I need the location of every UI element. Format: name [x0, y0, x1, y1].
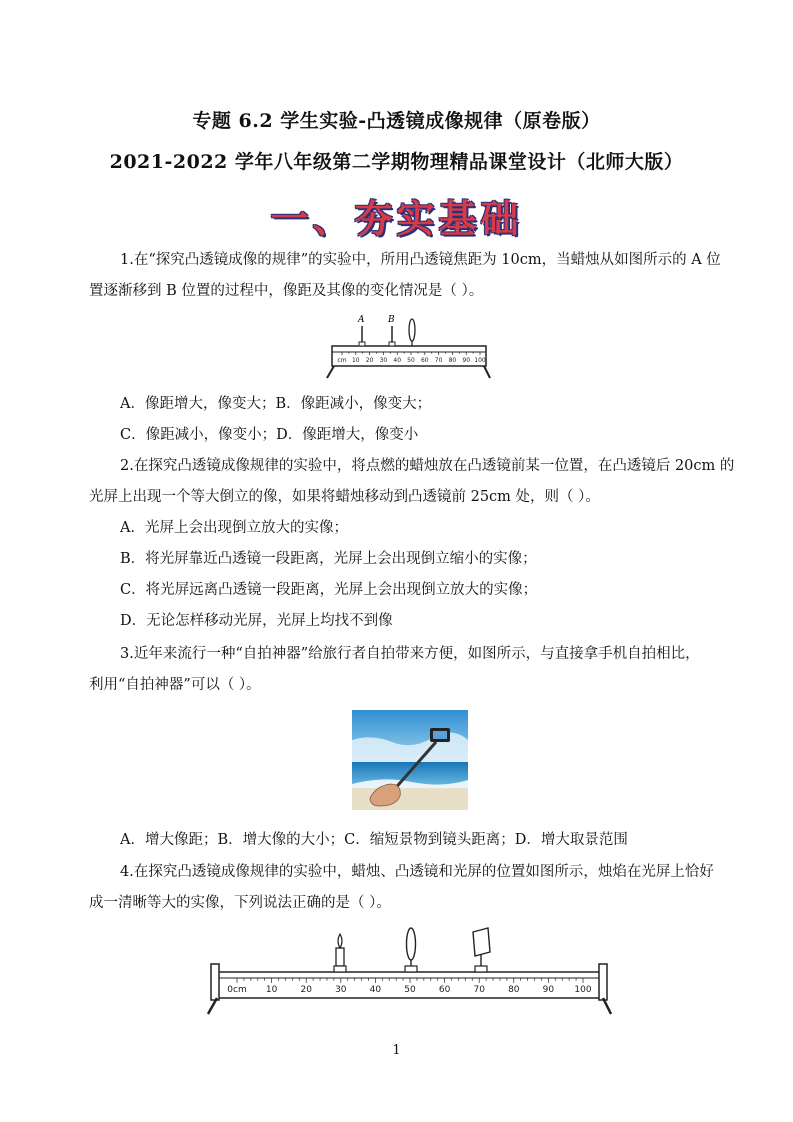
q2-line-1: 2.在探究凸透镜成像规律的实验中，将点燃的蜡烛放在凸透镜前某一位置，在凸透镜后 20cm 的: [120, 458, 735, 474]
q2-line-2: 光屏上出现一个等大倒立的像，如果将蜡烛移动到凸透镜前 25cm 处，则（ ）。: [89, 489, 600, 505]
q1-options-ab: A．像距增大，像变大；B．像距减小，像变大；: [120, 396, 432, 412]
q4-screen: [473, 928, 490, 972]
ruler-tick-label: 80: [508, 985, 520, 995]
q3-options: A．增大像距；B．增大像的大小；C．缩短景物到镜头距离；D．增大取景范围: [120, 832, 628, 848]
title-line-1: 专题 6.2 学生实验-凸透镜成像规律（原卷版）: [192, 110, 601, 132]
q2-option-c: C．将光屏远离凸透镜一段距离，光屏上会出现倒立放大的实像；: [120, 582, 538, 598]
q4-lens: [405, 928, 417, 972]
ruler-tick-label: 100: [574, 985, 592, 995]
ruler-tick-label: 30: [335, 985, 347, 995]
section-heading: 一、夯实基础: [270, 196, 523, 241]
q1-lens: [409, 319, 415, 341]
q1-options-cd: C．像距减小，像变小；D．像距增大，像变小: [120, 427, 419, 443]
q4-line-1: 4.在探究凸透镜成像规律的实验中，蜡烛、凸透镜和光屏的位置如图所示，烛焰在光屏上恰好: [120, 864, 714, 880]
q1-leg-right: [484, 366, 490, 378]
ruler-tick-label: 20: [365, 357, 374, 364]
ruler-tick-label: 70: [473, 985, 485, 995]
q1-line-2: 置逐渐移到 B 位置的过程中，像距及其像的变化情况是（ ）。: [89, 283, 484, 299]
beach: [352, 788, 468, 810]
q1-leg-left: [327, 366, 334, 378]
q2-option-a: A．光屏上会出现倒立放大的实像；: [120, 520, 348, 536]
q4-candle: [334, 934, 346, 972]
ruler-tick-label: 60: [438, 985, 451, 995]
ruler-tick-label: 100: [474, 357, 486, 364]
ruler-tick-label: 10: [351, 357, 360, 364]
page-number: 1: [392, 1043, 401, 1058]
q1-label-a: A: [358, 315, 365, 325]
ruler-tick-label: cm: [337, 357, 347, 364]
q3-line-1: 3.近年来流行一种“自拍神器”给旅行者自拍带来方便，如图所示，与直接拿手机自拍相比，: [120, 646, 700, 662]
title-line-2: 2021-2022 学年八年级第二学期物理精品课堂设计（北师大版）: [109, 151, 684, 173]
ruler-tick-label: 20: [300, 985, 312, 995]
q3-selfie-stick-photo: [352, 710, 468, 810]
q4-stand-right: [599, 964, 607, 1000]
q3-line-2: 利用“自拍神器”可以（ ）。: [89, 677, 261, 693]
ruler-tick-label: 60: [420, 357, 429, 364]
q2-option-d: D．无论怎样移动光屏，光屏上均找不到像: [120, 613, 393, 629]
q4-line-2: 成一清晰等大的实像，下列说法正确的是（ ）。: [89, 895, 391, 911]
ruler-tick-label: 0cm: [227, 985, 247, 995]
ruler-tick-label: 30: [379, 357, 388, 364]
ruler-tick-label: 40: [393, 357, 402, 364]
q2-option-b: B．将光屏靠近凸透镜一段距离，光屏上会出现倒立缩小的实像；: [120, 551, 537, 567]
ruler-tick-label: 10: [265, 985, 278, 995]
ruler-tick-label: 80: [448, 357, 457, 364]
q4-optical-bench-figure: [205, 924, 617, 1016]
q1-label-b: B: [388, 315, 395, 325]
ruler-tick-label: 90: [462, 357, 471, 364]
ruler-tick-label: 40: [369, 985, 382, 995]
q4-stand-left: [211, 964, 219, 1000]
ruler-tick-label: 50: [404, 985, 416, 995]
q1-optical-bench-figure: [324, 312, 494, 380]
ruler-tick-label: 70: [434, 357, 443, 364]
ruler-tick-label: 50: [407, 357, 415, 364]
ruler-tick-label: 90: [542, 985, 555, 995]
q1-line-1: 1.在“探究凸透镜成像的规律”的实验中，所用凸透镜焦距为 10cm，当蜡烛从如图所示的 A 位: [120, 252, 721, 268]
